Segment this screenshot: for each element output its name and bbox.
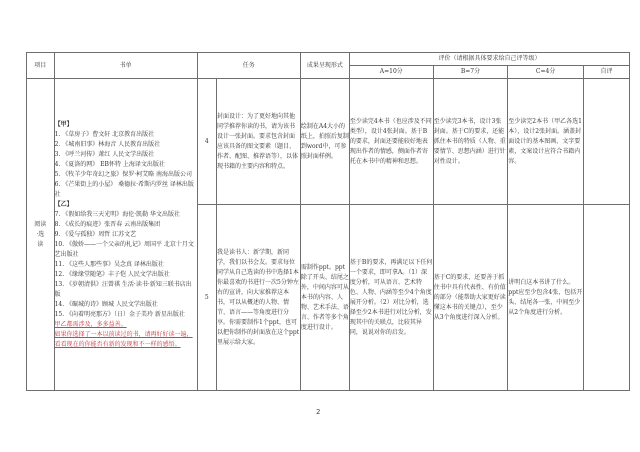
reading-task-table — [26, 52, 630, 391]
project-name-label: 阅读·选读 — [34, 220, 47, 248]
self-eval-field[interactable] — [583, 205, 629, 391]
book-item: 15. 《向着明亮那方》（日）金子美玲 新星出版社 — [54, 310, 185, 318]
header-task: 任务 — [197, 53, 300, 79]
book-item: 13. 《岁朝清供》汪曾祺 生活·读书·新知三联书店出版 — [54, 280, 192, 298]
book-item: 9. 《爱与孤独》周哲 江苏文艺 — [54, 230, 137, 238]
book-item: 14. 《碾城的诗》顾城 人民文学出版社 — [54, 300, 158, 308]
header-result-form: 成果呈现形式 — [300, 53, 349, 79]
book-item: 4. 《夏洛的网》 EB怀特 上海译文出版社 — [54, 160, 165, 168]
section-yi: 【乙】 — [54, 200, 73, 208]
self-eval-field[interactable] — [583, 79, 629, 205]
header-grade-c: C=4分 — [508, 66, 584, 79]
grade-b-criteria: 基于C的要求，还要善于抓住书中具有代表性、有价值的部分（能帮助大家更好读懂这本书的关键点），至少从3个角度进行深入分析。 — [433, 205, 508, 391]
header-project: 项目 — [27, 53, 55, 79]
header-booklist: 书单 — [54, 53, 197, 79]
grade-c-criteria: 讲明白这本书讲了什么。ppt应至少包含4张，包括开头、结尾各一张，中间至少从2个角度进行分析。 — [508, 205, 584, 391]
page-number: 2 — [316, 408, 321, 416]
book-item: 5. 《牧羊少年奇幻之旅》保罗·柯艾略 南海出版公司 — [54, 170, 193, 178]
grade-a-criteria: 至少读完4本书（也应涉及不同类型），设计4张封面。基于B的要求，封面还要能较好地表现出作者的情感，侧面作者寄托在本书中的精神和思想。 — [349, 79, 433, 205]
book-item: 10. 《傲娇——一个父亲的札记》周国平 北京十月文艺出版社 — [54, 240, 194, 258]
result-form: 绘制在A4大小的纸上，拍照后复制到word中，可参照封面样例。 — [300, 79, 349, 205]
book-item: 8. 《成长的痕迹》张晋春 云南出版集团 — [54, 220, 161, 228]
header-self-eval: 自评 — [583, 66, 629, 79]
book-item: 12. 《缘缘堂随笔》丰子恺 人民文学出版社 — [54, 270, 170, 278]
section-jia: 【甲】 — [54, 120, 73, 128]
booklist-cell — [54, 79, 197, 391]
task-number: 5 — [197, 205, 216, 391]
task-number: 4 — [197, 79, 216, 205]
header-grade-b: B=7分 — [433, 66, 508, 79]
grade-b-criteria: 至少读完3本书，设计3张封面。基于C的要求，还能抓住本书的特质（人物、重要情节、思想内涵）进行针对性设计。 — [433, 79, 508, 205]
result-form: 需制作ppt。ppt除了开头、结尾之外，中间内容可从本书的内容、人物、艺术手法、语言、作者等多个角度进行设计。 — [300, 205, 349, 391]
book-item: 11. 《这些人那些事》吴念真 译林出版社 — [54, 260, 164, 268]
grade-c-criteria: 至少读完2本书（甲乙各选1本），设计2张封面。涵盖封面设计的基本图画、文字要素，文案设计应符合书籍内容。 — [508, 79, 584, 205]
book-item: 6. 《芒果街上的小屋》 桑德拉·希斯内罗丝 译林出版社 — [54, 180, 194, 198]
booklist-note-2: 如果你选择了一本以前读过的书，请再好好读一遍，看看现在的你能否有新的发现和不一样的感悟。 — [54, 330, 193, 348]
task-description: 我是读书人：新学期，新同学，我们以书会友。要求每位同学从自己选读的书中选择1本你最喜欢的书进行一次5分钟左右的宣讲，向大家推荐这本书，可以从概述的人物、情节、语言——等角度进行分享。你需要制作1个ppt，也可以把你制作的封面放在这个ppt里展示给大家。 — [217, 205, 301, 391]
header-grade-a: A=10分 — [349, 66, 433, 79]
book-item: 2. 《城南旧事》林海音 人民教育出版社 — [54, 140, 161, 148]
task-description: 封面设计：为了更好地向其他同学推荐你读的书，请为该书设计一张封面。要求包含封面应该具备的图文要素（题目、作者、配图、推荐语等），以体现书籍的主要内容和特点。 — [217, 79, 301, 205]
booklist-note-1: 甲乙都需涉及，多多益善。 — [54, 320, 127, 328]
header-evaluation: 评价（请根据具体要求给自己评等级） — [349, 53, 629, 66]
book-item: 7. 《假如给我三天光明》海伦·凯勒 华文出版社 — [54, 210, 181, 218]
book-item: 3. 《呼兰河传》萧红 人民文学出版社 — [54, 150, 155, 158]
project-name — [27, 79, 55, 391]
book-item: 1. 《草房子》曹文轩 北京教育出版社 — [54, 130, 155, 138]
grade-a-criteria: 基于B的要求，再满足以下任何一个要求，即可拿A。（1）深度分析，可从语言、艺术特色、人物、内涵等至少4个角度展开分析。（2）对比分析，选择至少2本书进行对比分析，发现其中的关联点，比较其异同，说说对你的启发。 — [349, 205, 433, 391]
